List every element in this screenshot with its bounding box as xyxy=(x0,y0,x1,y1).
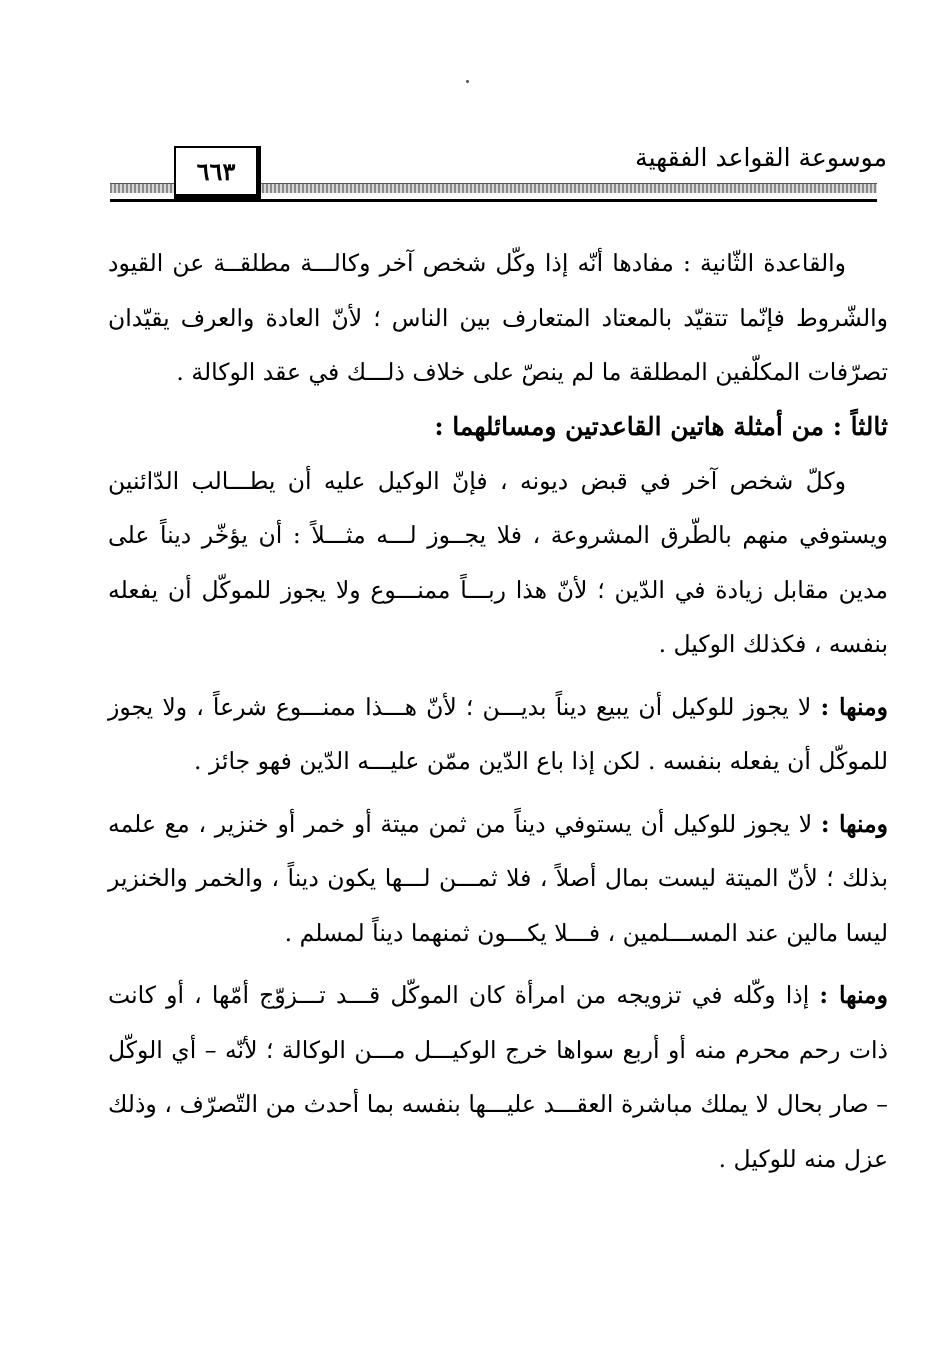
paragraph-text: إذا وكّله في تزويجه من امرأة كان الموكّل قـــد تـــزوّج أمّها ، أو كانت ذات رحم محرم منه أو أربع سواها خرج الوكيـــل مـــن الوكالة ؛ لأنّه – أي الوكّل – صار بحال لا يملك مباشرة العقـــد عليـــها بنفسه بما أحدث من التّصرّف ، وذلك عزل منه للوكيل . xyxy=(108,981,888,1173)
running-title: موسوعة القواعد الفقهية xyxy=(635,143,887,172)
paragraph-rule-two: والقاعدة الثّانية : مفادها أنّه إذا وكّل شخص آخر وكالـــة مطلقــة عن القيود والشّروط فإنّما تتقيّد بالمعتاد المتعارف بين الناس ؛ لأنّ العادة والعرف يقيّدان تصرّفات المكلّفين المطلقة ما لم ينصّ على خلاف ذلـــك في عقد الوكالة . xyxy=(108,249,888,386)
paragraph-text: لا يجوز للوكيل أن يستوفي ديناً من ثمن ميتة أو خمر أو خنزير ، مع علمه بذلك ؛ لأنّ الميتة ليست بمال أصلاً ، فلا ثمـــن لـــها يكون ديناً ، والخمر والخنزير ليسا مالين عند المســـلمين ، فـــلا يكـــون ثمنهما ديناً لمسلم . xyxy=(108,809,888,947)
header-rule xyxy=(110,199,877,202)
paragraph-text: لا يجوز للوكيل أن يبيع ديناً بديـــن ؛ لأنّ هـــذا ممنـــوع شرعاً ، ولا يجوز للموكّل أن يفعله بنفسه . لكن إذا باع الدّين ممّن عليـــه الدّين فهو جائز . xyxy=(108,692,888,775)
section-heading: ثالثاً : من أمثلة هاتين القاعدتين ومسائلهما : xyxy=(434,411,888,441)
paragraph-lead: ومنها : xyxy=(820,692,888,721)
paragraph-lead: ومنها : xyxy=(819,981,888,1009)
stray-dot xyxy=(466,80,469,83)
page-number: ٦٦٣ xyxy=(196,156,236,186)
paragraph-example-one: وكلّ شخص آخر في قبض ديونه ، فإنّ الوكيل عليه أن يطـــالب الدّائنين ويستوفي منهم بالطّرق المشروعة ، فلا يجــوز لـــه مثـــلاً : أن يؤخّر ديناً على مدين مقابل زيادة في الدّين ؛ لأنّ هذا ربـــاً ممنـــوع ولا يجوز للموكّل أن يفعله بنفسه ، فكذلك الوكيل . xyxy=(108,466,888,658)
paragraph-example-three xyxy=(108,797,888,961)
page-body xyxy=(108,236,888,1186)
paragraph-lead: ومنها : xyxy=(820,809,888,838)
paragraph-example-two xyxy=(108,680,888,789)
paragraph-example-four xyxy=(108,968,888,1186)
page-number-box xyxy=(174,146,261,199)
